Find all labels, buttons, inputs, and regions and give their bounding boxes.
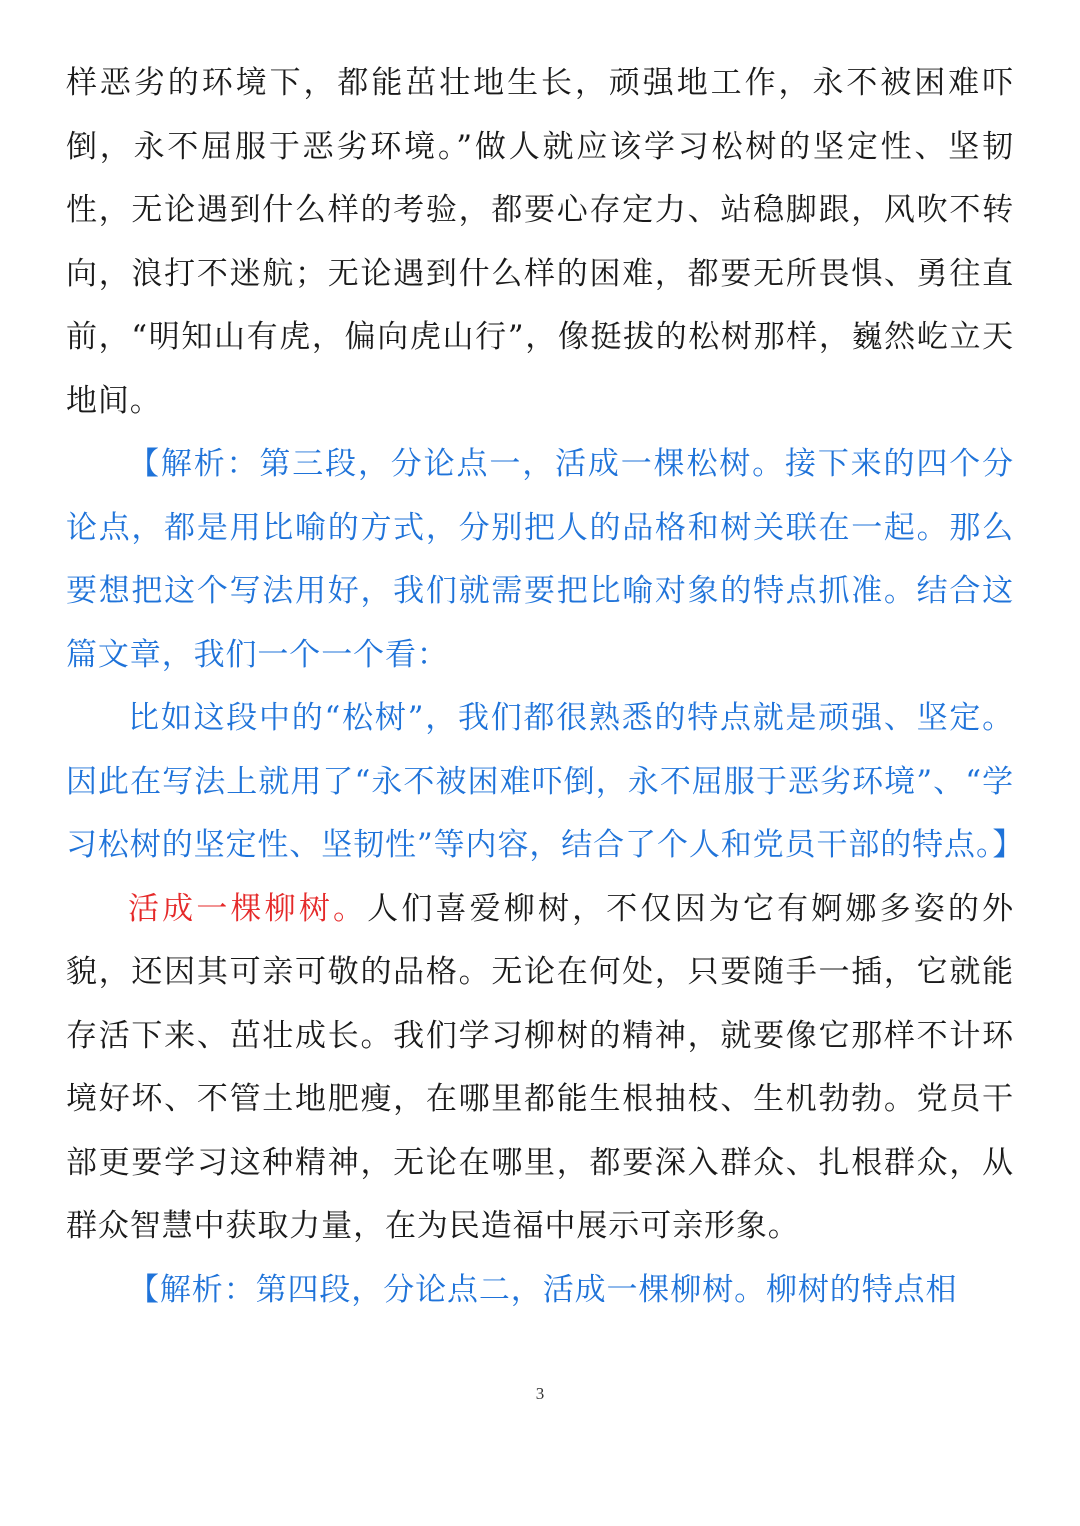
body-paragraph-willow (66, 878, 1014, 1259)
body-paragraph-pine-conclusion: 样恶劣的环境下，都能茁壮地生长，顽强地工作，永不被困难吓倒，永不屈服于恶劣环境。”做人就应该学习松树的坚定性、坚韧性，无论遇到什么样的考验，都要心存定力、站稳脚跟，风吹不转向，浪打不迷航；无论遇到什么样的困难，都要无所畏惧、勇往直前，“明知山有虎，偏向虎山行”，像挺拔的松树那样，巍然屹立天地间。 (66, 65, 1014, 419)
body-paragraph-willow-text: 人们喜爱柳树，不仅因为它有婀娜多姿的外貌，还因其可亲可敬的品格。无论在何处，只要随手一插，它就能存活下来、茁壮成长。我们学习柳树的精神，就要像它那样不计环境好坏、不管土地肥瘦，在哪里都能生根抽枝、生机勃勃。党员干部更要学习这种精神，无论在哪里，都要深入群众、扎根群众，从群众智慧中获取力量，在为民造福中展示可亲形象。 (66, 890, 1014, 1244)
subheading-willow: 活成一棵柳树。 (128, 890, 368, 927)
document-page (66, 52, 1025, 1322)
page-number: 3 (535, 1384, 545, 1403)
analysis-paragraph-section-four: 【解析：第四段，分论点二，活成一棵柳树。柳树的特点相 (128, 1271, 958, 1308)
analysis-paragraph-pine-example: 比如这段中的“松树”，我们都很熟悉的特点就是顽强、坚定。因此在写法上就用了“永不被困难吓倒，永不屈服于恶劣环境”、“学习松树的坚定性、坚韧性”等内容，结合了个人和党员干部的特点。】 (66, 700, 1025, 863)
analysis-paragraph-section-three: 【解析：第三段，分论点一，活成一棵松树。接下来的四个分论点，都是用比喻的方式，分别把人的品格和树关联在一起。那么要想把这个写法用好，我们就需要把比喻对象的特点抓准。结合这篇文章，我们一个一个看： (66, 446, 1014, 673)
